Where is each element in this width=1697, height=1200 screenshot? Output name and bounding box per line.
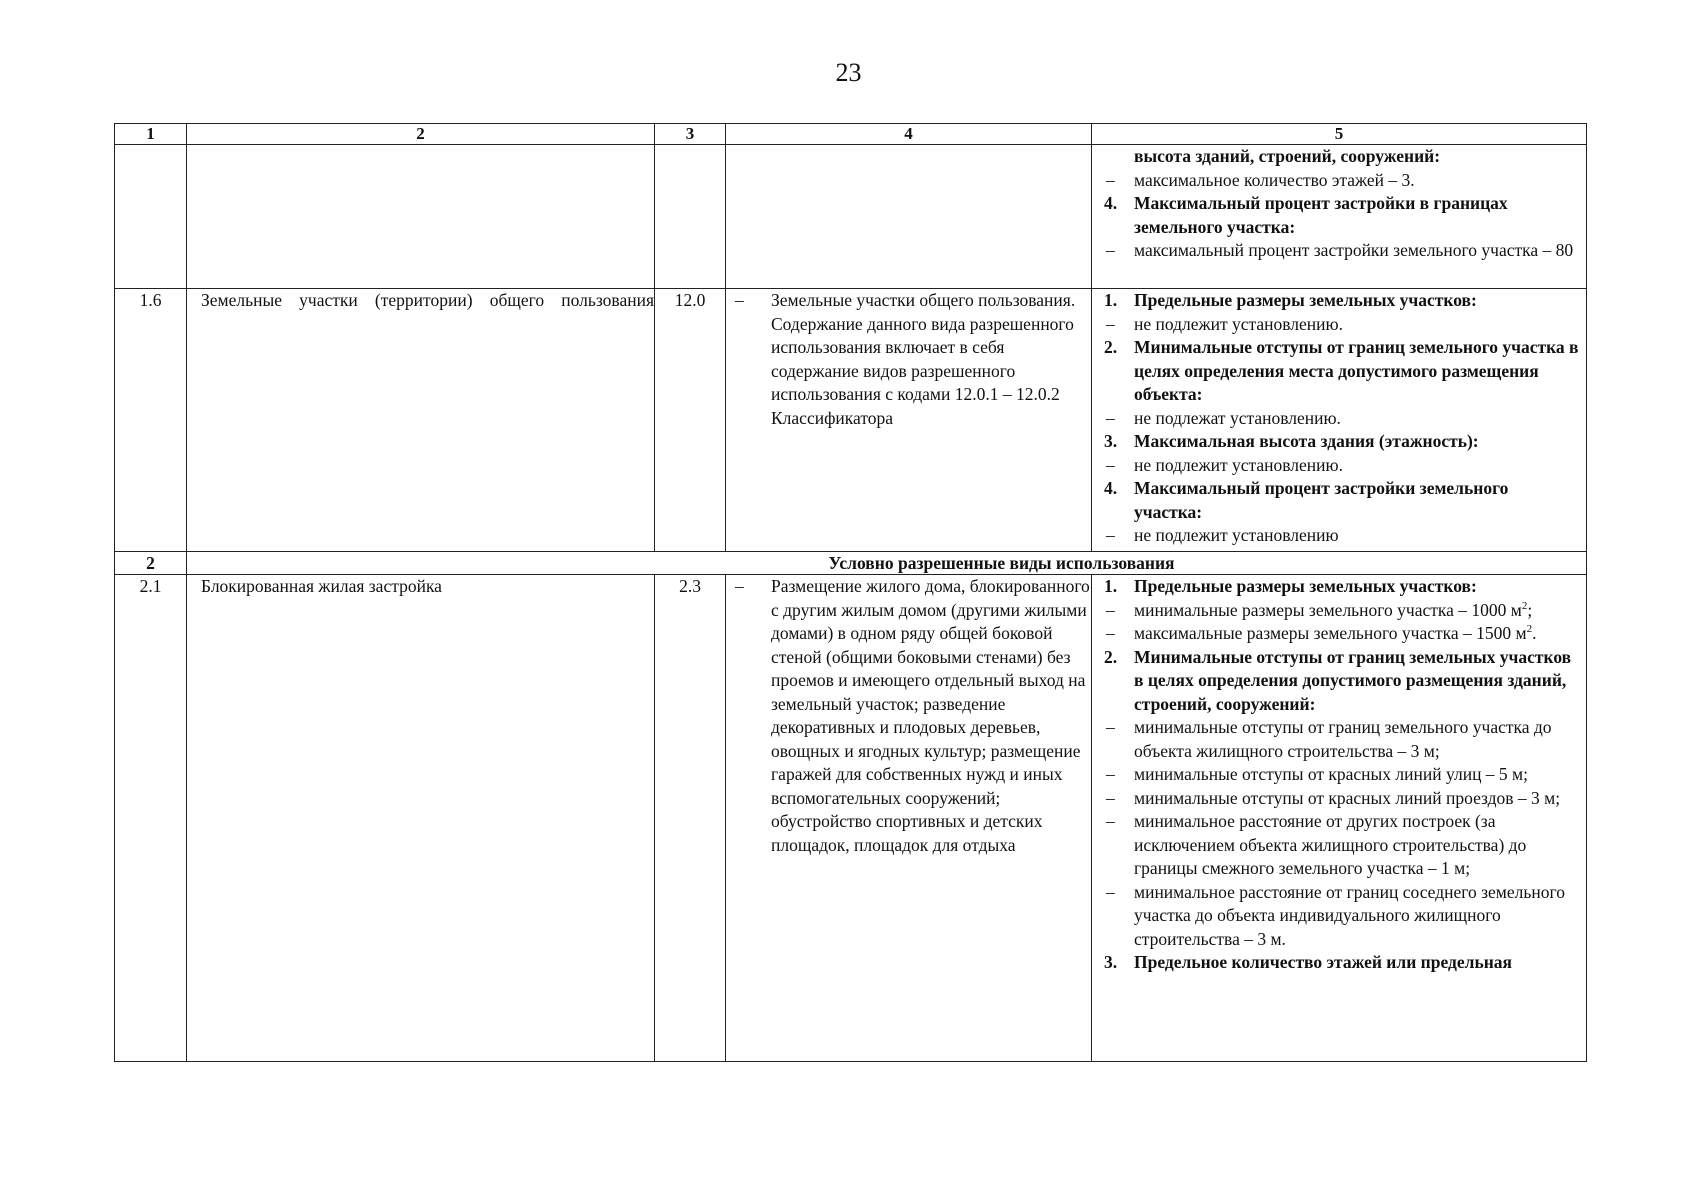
- row-number: 2.1: [115, 575, 187, 1062]
- header-col-2: 2: [187, 124, 655, 145]
- param-item: – минимальные отступы от красных линий проездов – 3 м;: [1092, 787, 1586, 811]
- cell-num: [115, 145, 187, 289]
- param-item: – не подлежит установлению: [1092, 524, 1586, 548]
- dash-marker: –: [1106, 169, 1115, 190]
- number-marker: 3.: [1104, 952, 1118, 972]
- page-number: 23: [835, 58, 862, 87]
- param-heading: 1. Предельные размеры земельных участков:: [1092, 289, 1586, 313]
- table-header-row: [115, 124, 1587, 145]
- param-heading: 4. Максимальный процент застройки в границах земельного участка:: [1104, 193, 1508, 237]
- param-heading: 1. Предельные размеры земельных участков:: [1092, 575, 1586, 599]
- param-heading: высота зданий, строений, сооружений:: [1134, 146, 1441, 166]
- header-col-1: 1: [115, 124, 187, 145]
- param-item: – минимальное расстояние от границ соседнего земельного участка до объекта индивидуального жилищного строительства – 3 м.: [1106, 881, 1565, 949]
- param-item: – не подлежат установлению.: [1092, 407, 1586, 431]
- param-item: – не подлежит установлению.: [1092, 454, 1586, 478]
- dash-marker: –: [735, 290, 744, 310]
- param-item: – минимальные отступы от красных линий улиц – 5 м;: [1092, 763, 1586, 787]
- cell-description: [726, 145, 1092, 289]
- cell-name: [187, 145, 655, 289]
- param-item: – минимальные размеры земельного участка – 1000 $м^2$;: [1092, 599, 1586, 623]
- header-col-3: 3: [655, 124, 726, 145]
- table-row-continuation: [115, 145, 1587, 289]
- dash-marker: –: [1106, 313, 1115, 334]
- cell-params: [1092, 145, 1587, 289]
- section-title: Условно разрешенные виды использования: [187, 552, 1587, 575]
- use-type-description: [726, 289, 1092, 552]
- params-list: [1092, 575, 1586, 975]
- number-marker: 4.: [1104, 478, 1118, 498]
- dash-marker: –: [1106, 454, 1115, 475]
- number-marker: 1.: [1104, 290, 1118, 310]
- param-heading: 3. Предельное количество этажей или предельная: [1092, 951, 1586, 975]
- number-marker: 3.: [1104, 431, 1118, 451]
- description-item: – Размещение жилого дома, блокированного с другим жилым домом (другими жилыми домами) в одном ряду общей боковой стеной (общими боковыми стенами) без проемов и имеющего отдельный выход на земельный участок; разведение декоративных и плодовых деревьев, овощных и ягодных культур; размещение гаражей для собственных нужд и иных вспомогательных сооружений; обустройство спортивных и детских площадок, площадок для отдыха: [735, 576, 1090, 855]
- dash-marker: –: [1106, 787, 1115, 808]
- dash-marker: –: [1106, 881, 1115, 902]
- section-number: 2: [115, 552, 187, 575]
- param-item: – максимальные размеры земельного участка – 1500 $м^2$.: [1092, 622, 1586, 646]
- use-type-code: 12.0: [655, 289, 726, 552]
- number-marker: 2.: [1104, 646, 1118, 667]
- dash-marker: –: [1106, 240, 1115, 260]
- dash-marker: –: [1106, 407, 1115, 428]
- use-type-code: 2.3: [655, 575, 726, 1062]
- dash-marker: –: [1106, 764, 1115, 784]
- cell-params: [1092, 575, 1587, 1062]
- cell-params: [1092, 289, 1587, 552]
- number-marker: 4.: [1104, 193, 1118, 213]
- param-heading: 3. Максимальная высота здания (этажность):: [1092, 430, 1586, 454]
- param-heading: 4. Максимальный процент застройки земельного участка:: [1104, 478, 1509, 522]
- param-heading: 2. Минимальные отступы от границ земельного участка в целях определения места допустимого размещения объекта:: [1104, 337, 1579, 404]
- description-item: – Земельные участки общего пользования. Содержание данного вида разрешенного использования включает в себя содержание видов разрешенного использования с кодами 12.0.1 – 12.0.2 Классификатора: [735, 290, 1076, 428]
- dash-marker: –: [1106, 811, 1115, 831]
- params-list: [1092, 289, 1586, 548]
- param-item: – максимальный процент застройки земельного участка – 80: [1092, 239, 1586, 263]
- param-item: – максимальное количество этажей – 3.: [1092, 169, 1586, 193]
- param-item: – минимальное расстояние от других построек (за исключением объекта жилищного строительства) до границы смежного земельного участка – 1 м;: [1106, 811, 1527, 878]
- table-row-1-6: [115, 289, 1587, 552]
- use-type-description: [726, 575, 1092, 1062]
- table-row-2-1: [115, 575, 1587, 1062]
- param-item: – не подлежит установлению.: [1092, 313, 1586, 337]
- param-heading: 2. Минимальные отступы от границ земельных участков в целях определения допустимого размещения зданий, строений, сооружений:: [1104, 646, 1572, 714]
- dash-marker: –: [1106, 525, 1115, 545]
- dash-marker: –: [1106, 717, 1115, 737]
- param-item: – минимальные отступы от границ земельного участка до объекта жилищного строительства – 3 м;: [1106, 717, 1552, 761]
- use-type-name: Блокированная жилая застройка: [187, 575, 655, 1062]
- cell-code: [655, 145, 726, 289]
- dash-marker: –: [735, 576, 744, 596]
- use-type-name: Земельные участки (территории) общего пользования: [187, 289, 655, 552]
- row-number: 1.6: [115, 289, 187, 552]
- number-marker: 1.: [1104, 576, 1118, 596]
- header-col-5: 5: [1092, 124, 1587, 145]
- section-row-2: [115, 552, 1587, 575]
- params-list: [1092, 145, 1586, 263]
- dash-marker: –: [1106, 599, 1115, 620]
- number-marker: 2.: [1104, 337, 1118, 357]
- header-col-4: 4: [726, 124, 1092, 145]
- dash-marker: –: [1106, 623, 1115, 643]
- regulations-table: [114, 123, 1587, 1062]
